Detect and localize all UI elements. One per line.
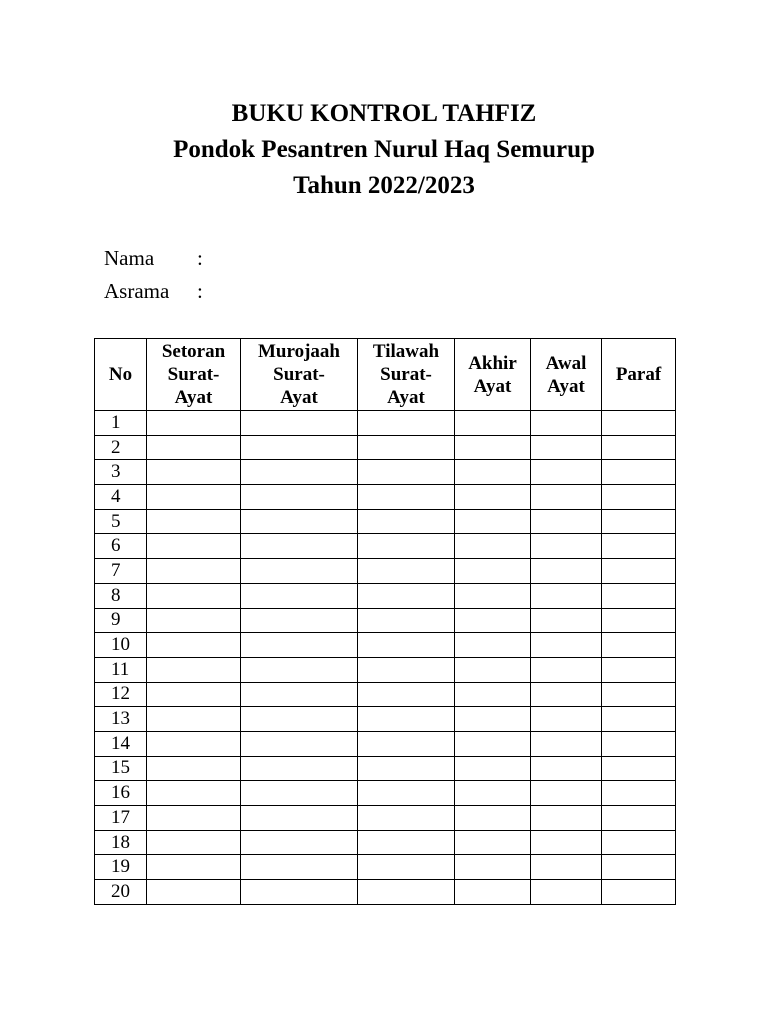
table-row (95, 855, 676, 880)
table-body (95, 411, 676, 905)
akhir-ayat-cell[interactable] (455, 460, 531, 485)
table-row (95, 509, 676, 534)
akhir-ayat-cell[interactable] (455, 880, 531, 905)
document-title: BUKU KONTROL TAHFIZ (231, 100, 537, 127)
murojaah-cell[interactable] (241, 559, 358, 584)
setoran-cell[interactable] (147, 806, 241, 831)
tahfiz-log-table (94, 338, 676, 905)
row-number: 19 (95, 855, 147, 880)
murojaah-cell[interactable] (241, 657, 358, 682)
akhir-ayat-cell[interactable] (455, 731, 531, 756)
table-row (95, 633, 676, 658)
paraf-cell[interactable] (602, 509, 676, 534)
tilawah-cell[interactable] (358, 707, 455, 732)
murojaah-cell[interactable] (241, 880, 358, 905)
awal-ayat-cell[interactable] (531, 460, 602, 485)
murojaah-cell[interactable] (241, 509, 358, 534)
column-header-tilawah: Tilawah Surat- Ayat (358, 339, 455, 411)
row-number: 20 (95, 880, 147, 905)
row-number: 2 (95, 435, 147, 460)
paraf-cell[interactable] (602, 657, 676, 682)
setoran-cell[interactable] (147, 559, 241, 584)
tilawah-cell[interactable] (358, 411, 455, 436)
murojaah-cell[interactable] (241, 485, 358, 510)
akhir-ayat-cell[interactable] (455, 657, 531, 682)
awal-ayat-cell[interactable] (531, 682, 602, 707)
akhir-ayat-cell[interactable] (455, 534, 531, 559)
paraf-cell[interactable] (602, 731, 676, 756)
table-row (95, 731, 676, 756)
tilawah-cell[interactable] (358, 806, 455, 831)
setoran-cell[interactable] (147, 633, 241, 658)
awal-ayat-cell[interactable] (531, 756, 602, 781)
paraf-cell[interactable] (602, 583, 676, 608)
table-row (95, 657, 676, 682)
murojaah-cell[interactable] (241, 855, 358, 880)
akhir-ayat-cell[interactable] (455, 559, 531, 584)
row-number: 4 (95, 485, 147, 510)
murojaah-cell[interactable] (241, 435, 358, 460)
paraf-cell[interactable] (602, 485, 676, 510)
table-row (95, 559, 676, 584)
document-header (0, 96, 768, 204)
table-row (95, 806, 676, 831)
paraf-cell[interactable] (602, 781, 676, 806)
akhir-ayat-cell[interactable] (455, 509, 531, 534)
awal-ayat-cell[interactable] (531, 435, 602, 460)
setoran-cell[interactable] (147, 583, 241, 608)
akhir-ayat-cell[interactable] (455, 633, 531, 658)
murojaah-cell[interactable] (241, 756, 358, 781)
row-number: 11 (95, 657, 147, 682)
paraf-cell[interactable] (602, 830, 676, 855)
tilawah-cell[interactable] (358, 756, 455, 781)
akhir-ayat-cell[interactable] (455, 707, 531, 732)
paraf-cell[interactable] (602, 880, 676, 905)
row-number: 14 (95, 731, 147, 756)
setoran-cell[interactable] (147, 435, 241, 460)
tilawah-cell[interactable] (358, 583, 455, 608)
row-number: 17 (95, 806, 147, 831)
tilawah-cell[interactable] (358, 657, 455, 682)
awal-ayat-cell[interactable] (531, 731, 602, 756)
tilawah-cell[interactable] (358, 559, 455, 584)
row-number: 10 (95, 633, 147, 658)
murojaah-cell[interactable] (241, 731, 358, 756)
paraf-cell[interactable] (602, 707, 676, 732)
awal-ayat-cell[interactable] (531, 509, 602, 534)
row-number: 6 (95, 534, 147, 559)
paraf-cell[interactable] (602, 756, 676, 781)
table-row (95, 608, 676, 633)
row-number: 7 (95, 559, 147, 584)
setoran-cell[interactable] (147, 411, 241, 436)
tilawah-cell[interactable] (358, 855, 455, 880)
murojaah-cell[interactable] (241, 682, 358, 707)
awal-ayat-cell[interactable] (531, 534, 602, 559)
murojaah-cell[interactable] (241, 411, 358, 436)
row-number: 18 (95, 830, 147, 855)
tilawah-cell[interactable] (358, 682, 455, 707)
paraf-cell[interactable] (602, 559, 676, 584)
paraf-cell[interactable] (602, 806, 676, 831)
academic-year: Tahun 2022/2023 (293, 172, 475, 199)
column-header-awal-ayat: Awal Ayat (531, 339, 602, 411)
paraf-cell[interactable] (602, 633, 676, 658)
setoran-cell[interactable] (147, 460, 241, 485)
table-row (95, 583, 676, 608)
awal-ayat-cell[interactable] (531, 830, 602, 855)
setoran-cell[interactable] (147, 608, 241, 633)
row-number: 15 (95, 756, 147, 781)
asrama-label: Asrama (104, 279, 170, 303)
column-header-no: No (95, 339, 147, 411)
awal-ayat-cell[interactable] (531, 880, 602, 905)
tilawah-cell[interactable] (358, 485, 455, 510)
murojaah-cell[interactable] (241, 460, 358, 485)
murojaah-cell[interactable] (241, 806, 358, 831)
murojaah-cell[interactable] (241, 608, 358, 633)
akhir-ayat-cell[interactable] (455, 608, 531, 633)
akhir-ayat-cell[interactable] (455, 682, 531, 707)
table-row (95, 411, 676, 436)
row-number: 3 (95, 460, 147, 485)
awal-ayat-cell[interactable] (531, 583, 602, 608)
awal-ayat-cell[interactable] (531, 781, 602, 806)
awal-ayat-cell[interactable] (531, 707, 602, 732)
akhir-ayat-cell[interactable] (455, 830, 531, 855)
setoran-cell[interactable] (147, 731, 241, 756)
row-number: 1 (95, 411, 147, 436)
nama-field (104, 245, 203, 271)
tilawah-cell[interactable] (358, 830, 455, 855)
paraf-cell[interactable] (602, 682, 676, 707)
paraf-cell[interactable] (602, 411, 676, 436)
setoran-cell[interactable] (147, 657, 241, 682)
akhir-ayat-cell[interactable] (455, 756, 531, 781)
table-row (95, 781, 676, 806)
murojaah-cell[interactable] (241, 830, 358, 855)
table-row (95, 485, 676, 510)
table-row (95, 460, 676, 485)
paraf-cell[interactable] (602, 435, 676, 460)
nama-label: Nama (104, 246, 155, 270)
setoran-cell[interactable] (147, 485, 241, 510)
paraf-cell[interactable] (602, 855, 676, 880)
tilawah-cell[interactable] (358, 731, 455, 756)
tilawah-cell[interactable] (358, 460, 455, 485)
table-row (95, 534, 676, 559)
setoran-cell[interactable] (147, 781, 241, 806)
awal-ayat-cell[interactable] (531, 608, 602, 633)
paraf-cell[interactable] (602, 460, 676, 485)
setoran-cell[interactable] (147, 707, 241, 732)
asrama-separator: : (197, 279, 203, 303)
awal-ayat-cell[interactable] (531, 657, 602, 682)
table-row (95, 707, 676, 732)
table-row (95, 682, 676, 707)
setoran-cell[interactable] (147, 756, 241, 781)
tilawah-cell[interactable] (358, 608, 455, 633)
row-number: 9 (95, 608, 147, 633)
row-number: 12 (95, 682, 147, 707)
awal-ayat-cell[interactable] (531, 633, 602, 658)
row-number: 8 (95, 583, 147, 608)
table-row (95, 830, 676, 855)
murojaah-cell[interactable] (241, 534, 358, 559)
tilawah-cell[interactable] (358, 534, 455, 559)
table-row (95, 756, 676, 781)
setoran-cell[interactable] (147, 682, 241, 707)
akhir-ayat-cell[interactable] (455, 781, 531, 806)
akhir-ayat-cell[interactable] (455, 583, 531, 608)
column-header-akhir-ayat: Akhir Ayat (455, 339, 531, 411)
setoran-cell[interactable] (147, 880, 241, 905)
murojaah-cell[interactable] (241, 583, 358, 608)
awal-ayat-cell[interactable] (531, 806, 602, 831)
tilawah-cell[interactable] (358, 781, 455, 806)
murojaah-cell[interactable] (241, 707, 358, 732)
column-header-murojaah: Murojaah Surat- Ayat (241, 339, 358, 411)
setoran-cell[interactable] (147, 509, 241, 534)
table-header-row (95, 339, 676, 411)
akhir-ayat-cell[interactable] (455, 435, 531, 460)
paraf-cell[interactable] (602, 534, 676, 559)
row-number: 13 (95, 707, 147, 732)
akhir-ayat-cell[interactable] (455, 806, 531, 831)
table-row (95, 880, 676, 905)
awal-ayat-cell[interactable] (531, 411, 602, 436)
awal-ayat-cell[interactable] (531, 485, 602, 510)
paraf-cell[interactable] (602, 608, 676, 633)
row-number: 16 (95, 781, 147, 806)
table-row (95, 435, 676, 460)
akhir-ayat-cell[interactable] (455, 411, 531, 436)
awal-ayat-cell[interactable] (531, 855, 602, 880)
murojaah-cell[interactable] (241, 633, 358, 658)
akhir-ayat-cell[interactable] (455, 485, 531, 510)
setoran-cell[interactable] (147, 534, 241, 559)
tilawah-cell[interactable] (358, 509, 455, 534)
awal-ayat-cell[interactable] (531, 559, 602, 584)
setoran-cell[interactable] (147, 830, 241, 855)
tilawah-cell[interactable] (358, 435, 455, 460)
tilawah-cell[interactable] (358, 633, 455, 658)
row-number: 5 (95, 509, 147, 534)
akhir-ayat-cell[interactable] (455, 855, 531, 880)
tilawah-cell[interactable] (358, 880, 455, 905)
setoran-cell[interactable] (147, 855, 241, 880)
asrama-field (104, 278, 203, 304)
nama-separator: : (197, 246, 203, 270)
column-header-paraf: Paraf (602, 339, 676, 411)
column-header-setoran: Setoran Surat- Ayat (147, 339, 241, 411)
institution-name: Pondok Pesantren Nurul Haq Semurup (173, 136, 595, 163)
murojaah-cell[interactable] (241, 781, 358, 806)
